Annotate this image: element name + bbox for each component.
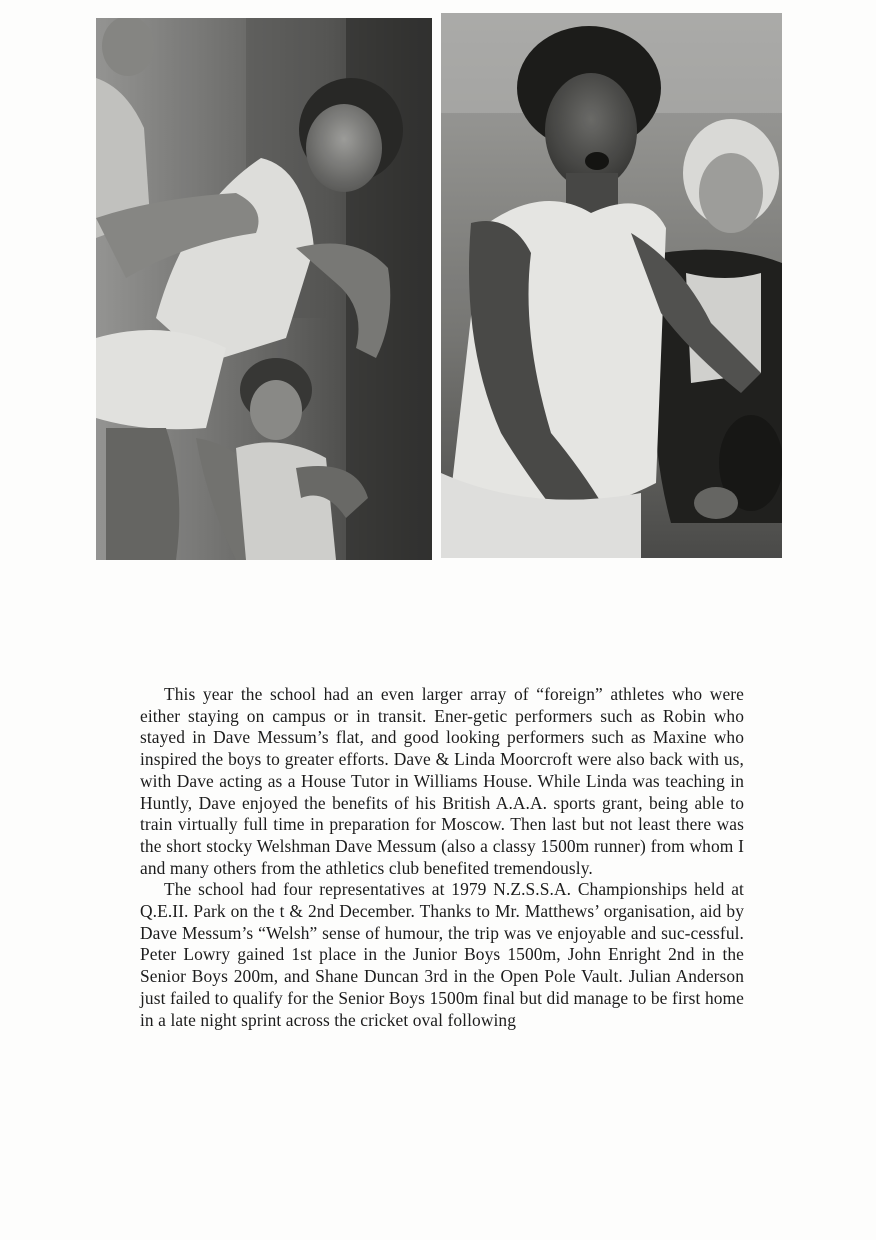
article-body <box>140 684 744 1031</box>
photo-right-image <box>441 13 782 558</box>
photo-left-image <box>96 18 432 560</box>
article-paragraph-2: The school had four representatives at 1979 N.Z.S.S.A. Championships held at Q.E.II. Park on the t & 2nd December. Thanks to Mr. Matthews’ organisation, aid by Dave Messum’s “Welsh” sense of humour, the trip was ve enjoyable and suc-cessful. Peter Lowry gained 1st place in the Junior Boys 1500m, John Enright 2nd in the Senior Boys 200m, and Shane Duncan 3rd in the Open Pole Vault. Julian Anderson just failed to qualify for the Senior Boys 1500m final but did manage to be first home in a late night sprint across the cricket oval following <box>140 879 744 1030</box>
photo-athlete-left <box>96 18 432 560</box>
article-paragraph-1: This year the school had an even larger array of “foreign” athletes who were either staying on campus or in transit. Ener-getic performers such as Robin who stayed in Dave Messum’s flat, and good looking performers such as Maxine who inspired the boys to greater efforts. Dave & Linda Moorcroft were also back with us, with Dave acting as a House Tutor in Williams House. While Linda was teaching in Huntly, Dave enjoyed the benefits of his British A.A.A. sports grant, being able to train virtually full time in preparation for Moscow. Then last but not least there was the short stocky Welshman Dave Messum (also a classy 1500m runner) from whom I and many others from the athletics club benefited tremendously. <box>140 684 744 878</box>
photo-athlete-right <box>441 13 782 558</box>
